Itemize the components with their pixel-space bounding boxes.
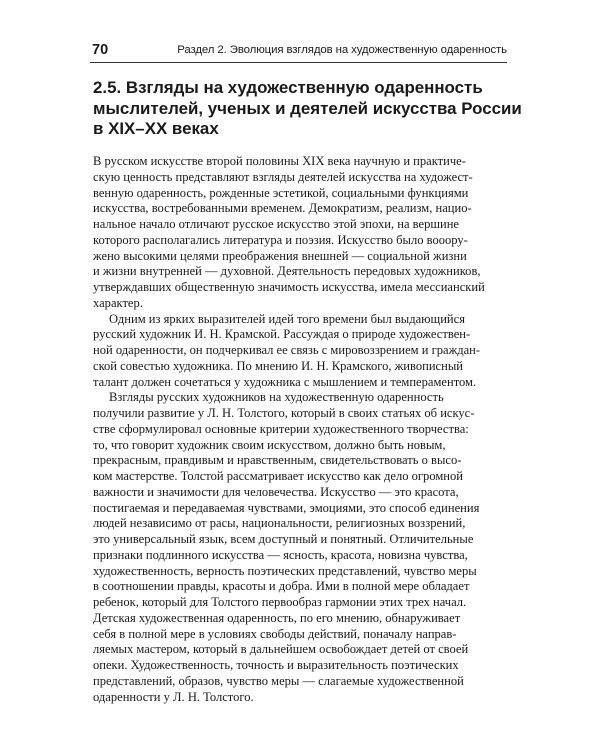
text-line: стве сформулировал основные критерии художественного творчества: (93, 421, 469, 436)
text-line: Детская художественная одаренность, по его мнению, обнаруживает (93, 610, 461, 625)
text-line: В русском искусстве второй половины XIX века научную и практиче- (93, 154, 466, 168)
text-line: постигаемая и передаваемая чувствами, эмоциями, это способ единения (93, 500, 480, 515)
text-line: скую ценность представляют взгляды деятелей искусства на художест- (93, 169, 473, 184)
text-line: жено высокими целями преображения внешней — социальной жизни (93, 248, 467, 263)
text-line: то, что говорит художник своим искусством, должно быть новым, (93, 437, 446, 452)
section-title-line: 2.5. Взгляды на художественную одаренность (93, 78, 483, 97)
paragraph (93, 390, 510, 705)
text-line: которого располагались литература и поэзия. Искусство было вооору- (93, 232, 468, 247)
paragraph (93, 154, 510, 312)
page-number: 70 (92, 42, 109, 58)
text-line: русский художник И. Н. Крамской. Рассуждая о природе художествен- (93, 327, 471, 342)
text-line: Взгляды русских художников на художественную одаренность (109, 390, 444, 405)
section-title-line: мыслителей, ученых и деятелей искусства России (93, 98, 522, 118)
text-line: ком мастерстве. Толстой рассматривает искусство как дело огромной (93, 469, 463, 483)
text-line: прекрасным, правдивым и нравственным, свидетельствовать о высо- (93, 453, 462, 468)
text-line: получили развитие у Л. Н. Толстого, который в своих статьях об искус- (93, 406, 475, 420)
text-line: искусства, востребованными временем. Демократизм, реализм, нацио- (93, 201, 472, 216)
paragraph (93, 312, 510, 391)
text-line: себя в полной мере в условиях свободы действий, поначалу направ- (93, 626, 457, 641)
text-line: и жизни внутренней — духовной. Деятельность передовых художников, (93, 264, 481, 279)
text-line: талант должен сочетаться у художника с мышлением и темпераментом. (93, 374, 477, 389)
text-line: Одним из ярких выразителей идей того времени был выдающийся (109, 311, 465, 326)
text-line: людей независимо от расы, национальности, религиозных воззрений, (93, 516, 466, 531)
body-text (93, 154, 510, 705)
text-line: признаки подлинного искусства — ясность, красота, новизна чувства, (93, 547, 468, 562)
text-line: характер. (93, 295, 143, 310)
text-line: одаренности у Л. Н. Толстого. (93, 689, 254, 704)
text-line: это универсальный язык, всем доступный и понятный. Отличительные (93, 532, 474, 546)
running-header (90, 40, 507, 63)
text-line: ной одаренности, он подчеркивал ее связь с мировоззрением и граждан- (93, 343, 481, 357)
text-line: ляемых мастером, который в дальнейшем освобождает детей от своей (93, 642, 469, 657)
text-line: опеки. Художественность, точность и выразительность поэтических (93, 658, 459, 672)
text-line: ской совестью художника. По мнению И. Н. Крамского, живописный (93, 358, 463, 373)
text-line: ребенок, который для Толстого первообраз гармонии этих трех начал. (93, 595, 467, 609)
text-line: утверждавших общественную значимость искусства, имела мессианский (93, 280, 485, 294)
text-line: представлений, образов, чувство меры — слагаемые художественной (93, 673, 464, 688)
section-title (93, 78, 522, 140)
section-title-line: в XIX–XX веках (93, 119, 219, 138)
text-line: важности и значимости для человечества. Искусство — это красота, (93, 484, 459, 499)
text-line: художественность, верность поэтических представлений, чувство меры (93, 563, 477, 578)
text-line: в соотношении правды, красоты и добра. Ими в полной мере обладает (93, 579, 470, 594)
running-head-title: Раздел 2. Эволюция взглядов на художественную одаренность (177, 44, 507, 56)
text-line: венную одаренность, рожденные эстетикой, социальными функциями (93, 185, 469, 200)
text-line: нальное начало отличают русское искусство этой эпохи, на вершине (93, 217, 460, 231)
